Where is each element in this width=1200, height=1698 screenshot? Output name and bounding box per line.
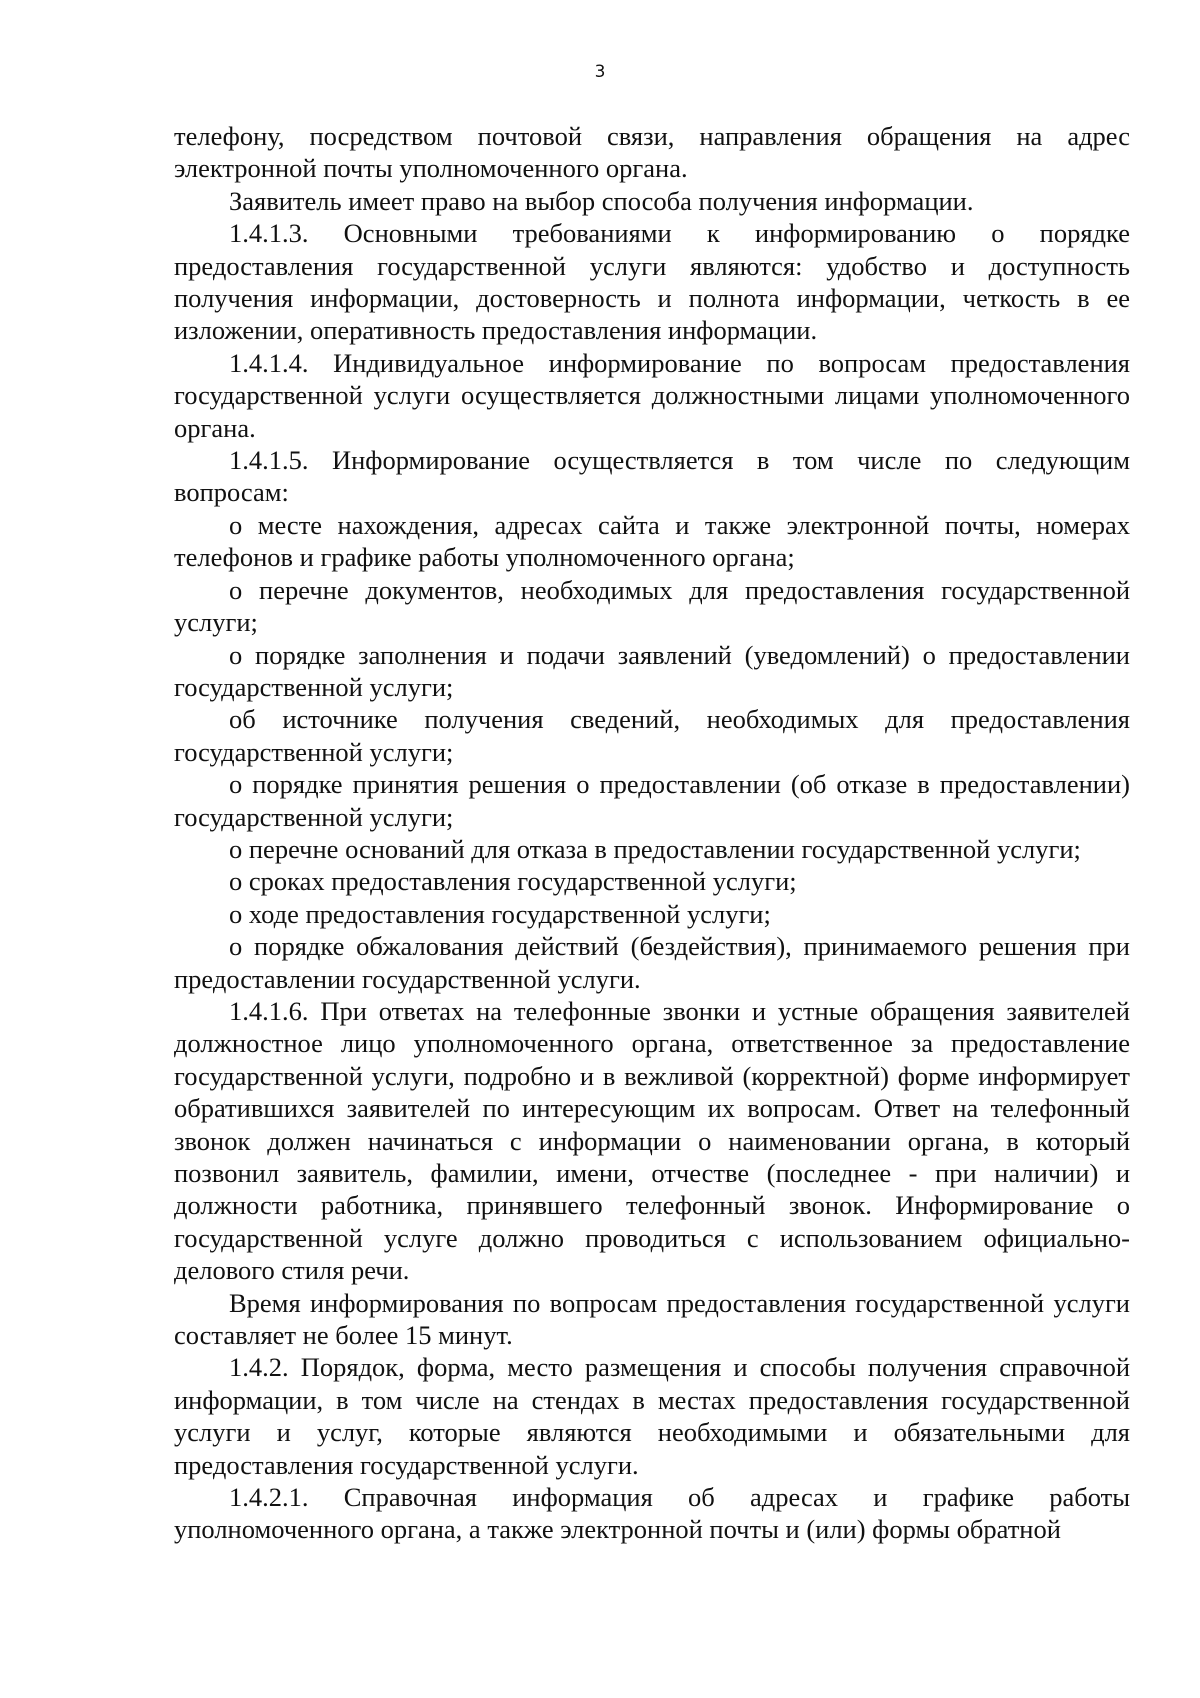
paragraph: о порядке заполнения и подачи заявлений (уведомлений) о предоставлении государственной услуги;	[174, 639, 1130, 702]
paragraph: о порядке принятия решения о предоставлении (об отказе в предоставлении) государственной услуги;	[174, 769, 1130, 832]
paragraph: о сроках предоставления государственной услуги;	[229, 866, 797, 897]
paragraph: Время информирования по вопросам предоставления государственной услуги составляет не более 15 минут.	[174, 1287, 1130, 1351]
paragraph: 1.4.2.1. Справочная информация об адресах и графике работы уполномоченного органа, а также электронной почты и (или) формы обратной	[174, 1482, 1130, 1545]
paragraph: о месте нахождения, адресах сайта и также электронной почты, номерах телефонов и графике работы уполномоченного органа;	[174, 509, 1130, 573]
paragraph: телефону, посредством почтовой связи, направления обращения на адрес электронной почты уполномоченного органа.	[174, 121, 1130, 184]
paragraph: о ходе предоставления государственной услуги;	[229, 898, 771, 929]
paragraph: 1.4.1.5. Информирование осуществляется в том числе по следующим вопросам:	[174, 445, 1130, 508]
paragraph: о перечне документов, необходимых для предоставления государственной услуги;	[174, 574, 1130, 638]
paragraph: 1.4.1.4. Индивидуальное информирование по вопросам предоставления государственной услуги осуществляется должностными лицами уполномоченного органа.	[174, 347, 1130, 443]
document-body	[174, 120, 1130, 1546]
paragraph: 1.4.1.3. Основными требованиями к информированию о порядке предоставления государственной услуги являются: удобство и доступность получения информации, достоверность и полнота информации, четкость в ее изложении, оперативность предоставления информации.	[174, 218, 1130, 346]
paragraph: 1.4.2. Порядок, форма, место размещения и способы получения справочной информации, в том числе на стендах в местах предоставления государственной услуги и услуг, которые являются необходимыми и обязательными для предоставления государственной услуги.	[174, 1352, 1130, 1480]
paragraph: о порядке обжалования действий (бездействия), принимаемого решения при предоставлении государственной услуги.	[174, 931, 1130, 994]
paragraph: 1.4.1.6. При ответах на телефонные звонки и устные обращения заявителей должностное лицо уполномоченного органа, ответственное за предоставление государственной услуги, подробно и в вежливой (корректной) форме информирует обратившихся заявителей по интересующим их вопросам. Ответ на телефонный звонок должен начинаться с информации о наименовании органа, в который позвонил заявитель, фамилии, имени, отчестве (последнее - при наличии) и должности работника, принявшего телефонный звонок. Информирование о государственной услуге должно проводиться с использованием официально-делового стиля речи.	[174, 995, 1130, 1286]
paragraph: о перечне оснований для отказа в предоставлении государственной услуги;	[229, 833, 1081, 864]
paragraph: об источнике получения сведений, необходимых для предоставления государственной услуги;	[174, 704, 1130, 767]
paragraph: Заявитель имеет право на выбор способа получения информации.	[229, 185, 974, 216]
page-number: 3	[594, 62, 606, 82]
